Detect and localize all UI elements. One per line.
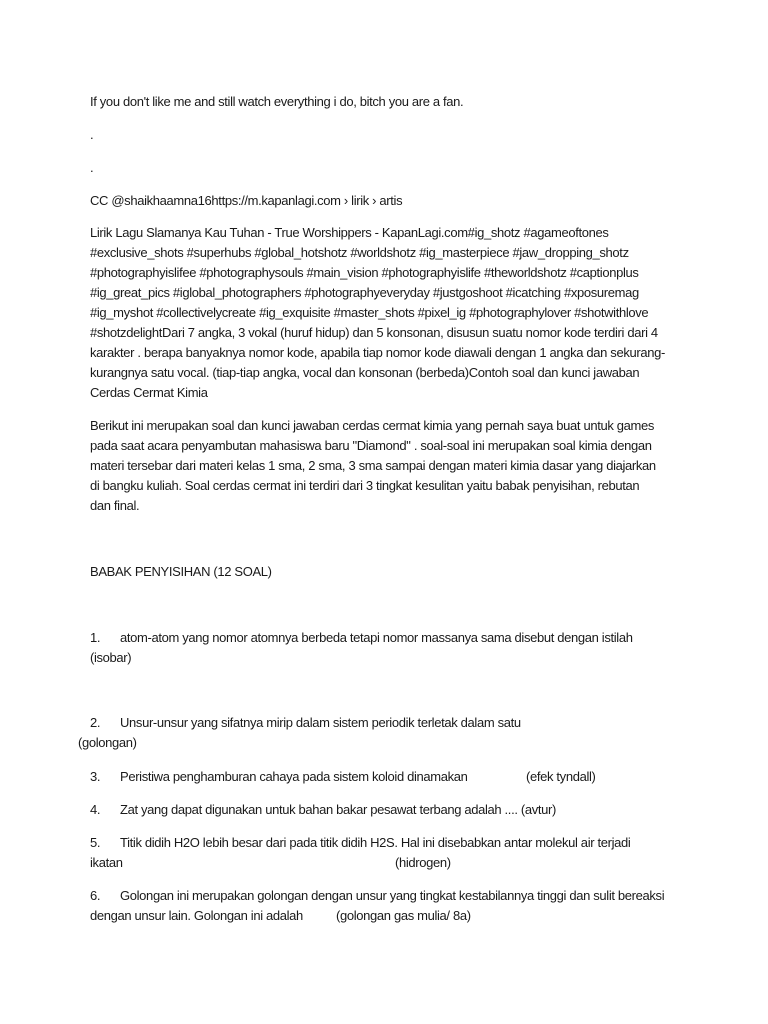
question-item bbox=[90, 628, 682, 668]
question-answer: (hidrogen) bbox=[395, 855, 451, 870]
paragraph-line: #exclusive_shots #superhubs #global_hotshotz #worldshotz #ig_masterpiece #jaw_dropping_shotz bbox=[90, 245, 629, 260]
question-text: Golongan ini merupakan golongan dengan unsur yang tingkat kestabilannya tinggi dan sulit bereaksi bbox=[120, 888, 665, 903]
paragraph-line: kurangnya satu vocal. (tiap-tiap angka, vocal dan konsonan (berbeda)Contoh soal dan kunci jawaban bbox=[90, 365, 640, 380]
question-text: Peristiwa penghamburan cahaya pada sistem koloid dinamakan bbox=[120, 769, 468, 784]
question-number: 2. bbox=[90, 715, 101, 730]
question-continuation: ikatan bbox=[90, 855, 123, 870]
question-text: atom-atom yang nomor atomnya berbeda tetapi nomor massanya sama disebut dengan istilah bbox=[120, 630, 633, 645]
section-heading: BABAK PENYISIHAN (12 SOAL) bbox=[90, 564, 272, 579]
paragraph-line: materi tersebar dari materi kelas 1 sma, 2 sma, 3 sma sampai dengan materi kimia dasar yang diajarkan bbox=[90, 458, 656, 473]
description-paragraph bbox=[90, 416, 682, 516]
paragraph-line: di bangku kuliah. Soal cerdas cermat ini terdiri dari 3 tingkat kesulitan yaitu babak penyisihan, rebutan bbox=[90, 478, 640, 493]
question-item bbox=[78, 713, 682, 753]
tags-paragraph bbox=[90, 223, 682, 403]
question-item bbox=[90, 833, 682, 873]
paragraph-line: Cerdas Cermat Kimia bbox=[90, 385, 208, 400]
question-answer: (isobar) bbox=[90, 650, 132, 665]
paragraph-line: karakter . berapa banyaknya nomor kode, apabila tiap nomor kode diawali dengan 1 angka dan sekurang- bbox=[90, 345, 665, 360]
paragraph-line: #ig_myshot #collectivelycreate #ig_exquisite #master_shots #pixel_ig #photographylover #shotwithlove bbox=[90, 305, 649, 320]
paragraph-line: #photographyislifee #photographysouls #main_vision #photographyislife #theworldshotz #captionplus bbox=[90, 265, 639, 280]
question-number: 1. bbox=[90, 630, 101, 645]
intro-line: If you don't like me and still watch everything i do, bitch you are a fan. bbox=[90, 94, 464, 109]
cc-line: CC @shaikhaamna16https://m.kapanlagi.com › lirik › artis bbox=[90, 193, 403, 208]
question-text: Titik didih H2O lebih besar dari pada titik didih H2S. Hal ini disebabkan antar molekul air terjadi bbox=[120, 835, 631, 850]
paragraph-line: dan final. bbox=[90, 498, 140, 513]
question-number: 5. bbox=[90, 835, 101, 850]
paragraph-line: #shotzdelightDari 7 angka, 3 vokal (huruf hidup) dan 5 konsonan, disusun suatu nomor kode terdiri dari 4 bbox=[90, 325, 658, 340]
dot-line: . bbox=[90, 160, 94, 175]
question-item bbox=[90, 886, 682, 926]
question-text: Unsur-unsur yang sifatnya mirip dalam sistem periodik terletak dalam satu bbox=[120, 715, 521, 730]
question-answer: (golongan gas mulia/ 8a) bbox=[336, 908, 471, 923]
question-item bbox=[90, 800, 682, 820]
question-continuation: dengan unsur lain. Golongan ini adalah bbox=[90, 908, 303, 923]
question-text: Zat yang dapat digunakan untuk bahan bakar pesawat terbang adalah .... (avtur) bbox=[120, 802, 556, 817]
question-number: 3. bbox=[90, 769, 101, 784]
question-answer: (golongan) bbox=[78, 735, 137, 750]
dot-line: . bbox=[90, 127, 94, 142]
paragraph-line: Lirik Lagu Slamanya Kau Tuhan - True Worshippers - KapanLagi.com#ig_shotz #agameoftones bbox=[90, 225, 609, 240]
question-answer: (efek tyndall) bbox=[526, 769, 596, 784]
question-item bbox=[90, 767, 682, 787]
question-number: 6. bbox=[90, 888, 101, 903]
paragraph-line: pada saat acara penyambutan mahasiswa baru "Diamond" . soal-soal ini merupakan soal kimia dengan bbox=[90, 438, 652, 453]
question-number: 4. bbox=[90, 802, 101, 817]
paragraph-line: #ig_great_pics #iglobal_photographers #photographyeveryday #justgoshoot #icatching #xposuremag bbox=[90, 285, 639, 300]
paragraph-line: Berikut ini merupakan soal dan kunci jawaban cerdas cermat kimia yang pernah saya buat untuk games bbox=[90, 418, 655, 433]
